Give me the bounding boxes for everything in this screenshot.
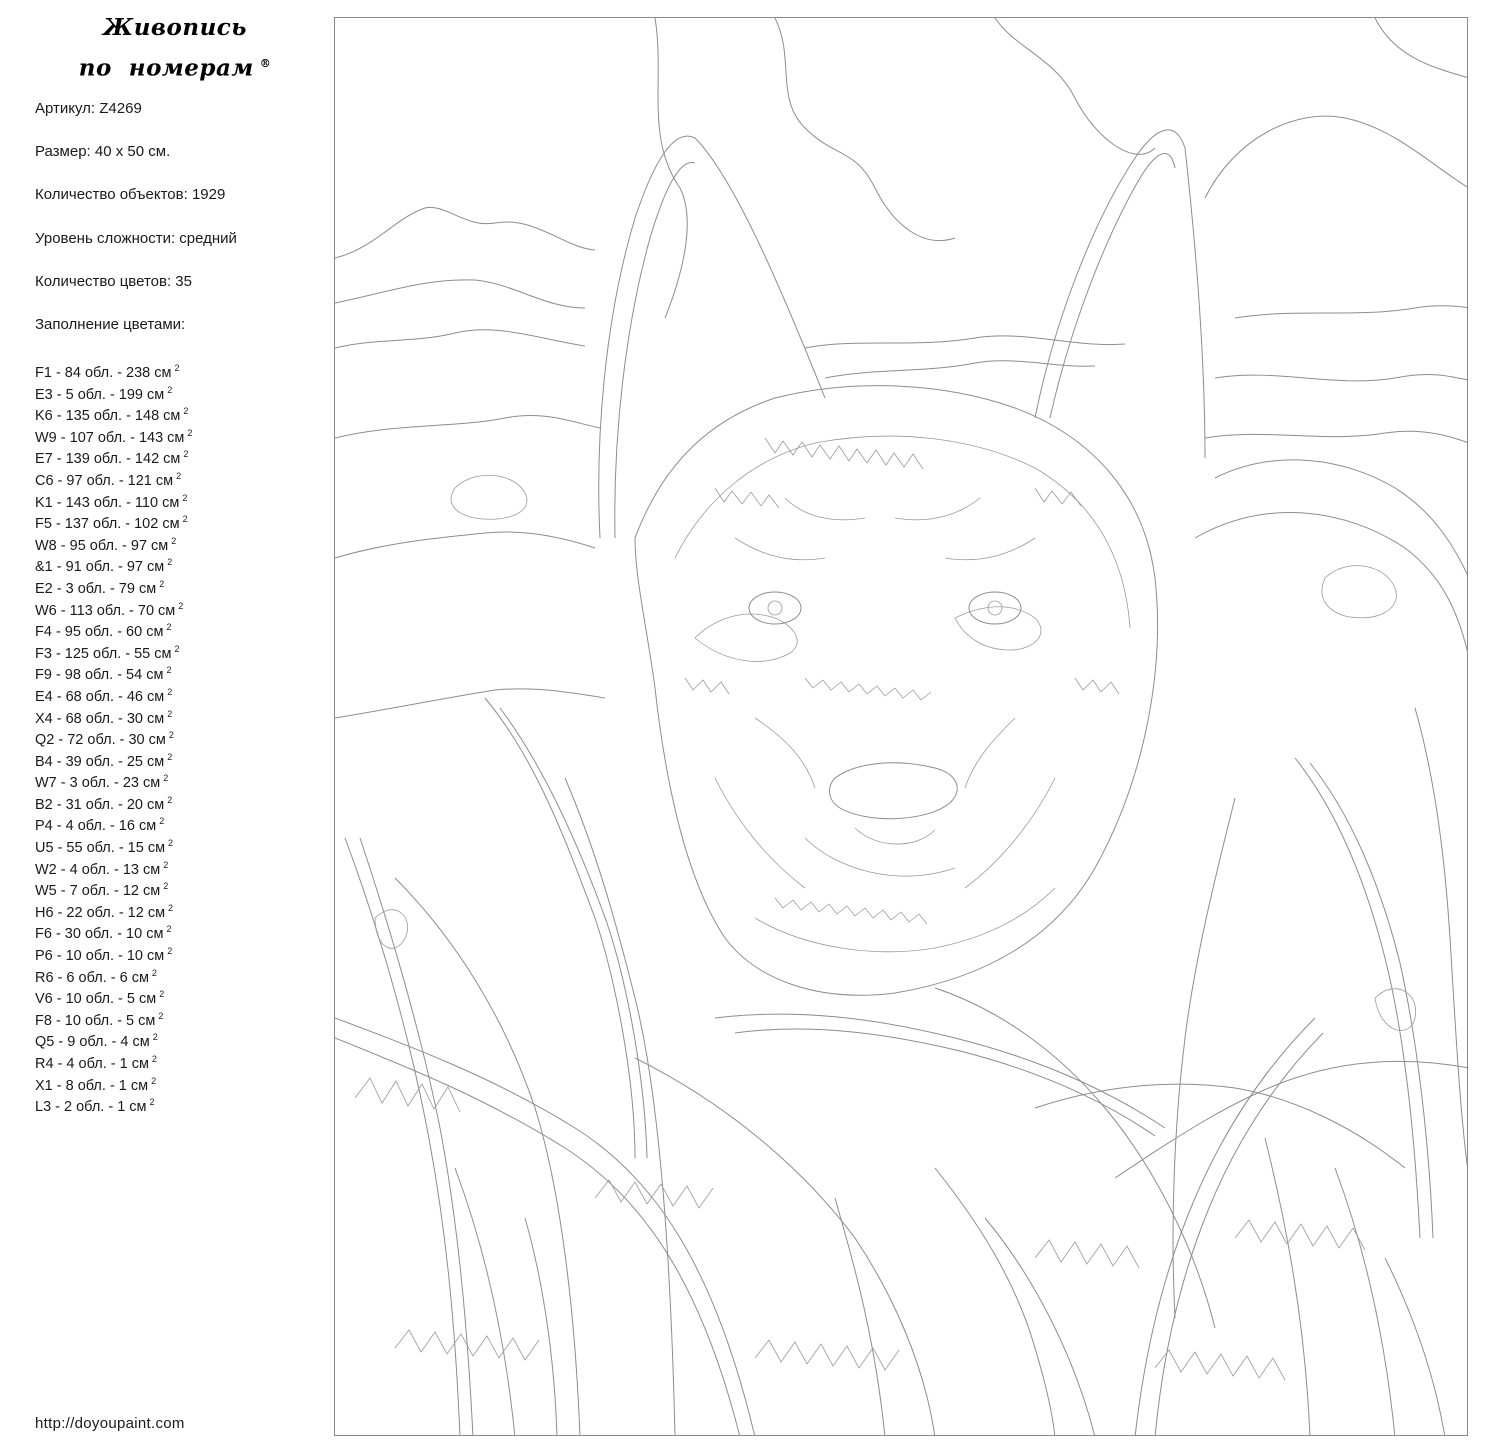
squared-unit: 2 <box>168 902 174 913</box>
squared-unit: 2 <box>174 363 180 373</box>
color-fill-item <box>35 401 192 423</box>
color-fill-text: C6 - 97 обл. - 121 см <box>35 472 174 489</box>
color-fill-item <box>35 1006 192 1028</box>
squared-unit: 2 <box>167 751 173 762</box>
color-fill-item <box>35 833 192 855</box>
colors-count: Количество цветов: 35 <box>35 272 192 290</box>
line-art-dog-in-grass <box>335 18 1468 1436</box>
squared-unit: 2 <box>152 1032 158 1043</box>
color-fill-item <box>35 596 192 618</box>
color-fill-text: W5 - 7 обл. - 12 см <box>35 883 161 900</box>
color-fill-text: W7 - 3 обл. - 23 см <box>35 775 161 792</box>
color-fill-text: Q5 - 9 обл. - 4 см <box>35 1034 150 1051</box>
color-fill-item <box>35 876 192 898</box>
article-number: Артикул: Z4269 <box>35 100 142 117</box>
squared-unit: 2 <box>158 1010 164 1021</box>
color-fill-text: L3 - 2 обл. - 1 см <box>35 1099 147 1116</box>
color-fill-text: B4 - 39 обл. - 25 см <box>35 753 165 770</box>
squared-unit: 2 <box>183 449 189 460</box>
color-fill-text: P4 - 4 обл. - 16 см <box>35 818 157 835</box>
color-fill-text: K1 - 143 обл. - 110 см <box>35 494 180 511</box>
color-fill-text: F3 - 125 обл. - 55 см <box>35 645 172 662</box>
color-fill-item <box>35 1049 192 1071</box>
color-fill-text: Q2 - 72 обл. - 30 см <box>35 732 166 749</box>
brand-line-2 <box>60 46 290 87</box>
squared-unit: 2 <box>167 686 173 697</box>
brand-logo <box>60 10 290 87</box>
squared-unit: 2 <box>151 1054 157 1064</box>
squared-unit: 2 <box>159 578 165 589</box>
color-fill-text: F6 - 30 обл. - 10 см <box>35 926 164 943</box>
squared-unit: 2 <box>168 838 174 849</box>
color-fill-item <box>35 509 192 531</box>
color-fill-item <box>35 768 192 790</box>
color-fill-item <box>35 963 192 985</box>
squared-unit: 2 <box>163 859 169 870</box>
color-fill-text: E7 - 139 обл. - 142 см <box>35 451 181 468</box>
color-fill-text: R6 - 6 обл. - 6 см <box>35 969 149 986</box>
brand-line-1: Живопись <box>103 14 247 41</box>
color-fill-text: E2 - 3 обл. - 79 см <box>35 580 157 597</box>
squared-unit: 2 <box>182 514 188 525</box>
squared-unit: 2 <box>166 622 172 633</box>
color-fill-item <box>35 639 192 661</box>
color-fill-item <box>35 444 192 466</box>
squared-unit: 2 <box>167 946 173 957</box>
color-fill-text: W8 - 95 обл. - 97 см <box>35 537 169 554</box>
squared-unit: 2 <box>187 427 193 438</box>
color-fill-item <box>35 552 192 574</box>
color-fill-item <box>35 380 192 402</box>
squared-unit: 2 <box>182 492 188 503</box>
squared-unit: 2 <box>151 967 157 978</box>
color-fill-item <box>35 919 192 941</box>
color-fill-item <box>35 725 192 747</box>
difficulty-level: Уровень сложности: средний <box>35 229 237 247</box>
color-fill-item <box>35 488 192 510</box>
color-fill-text: K6 - 135 обл. - 148 см <box>35 408 181 425</box>
squared-unit: 2 <box>149 1097 155 1108</box>
color-fill-item <box>35 747 192 769</box>
squared-unit: 2 <box>163 773 169 784</box>
color-fill-item <box>35 898 192 920</box>
squared-unit: 2 <box>167 557 173 568</box>
color-fill-text: U5 - 55 обл. - 15 см <box>35 840 166 857</box>
fill-heading: Заполнение цветами: <box>35 315 186 333</box>
coloring-canvas <box>334 17 1468 1436</box>
color-fill-item <box>35 1092 192 1114</box>
color-fill-text: F8 - 10 обл. - 5 см <box>35 1012 156 1029</box>
squared-unit: 2 <box>183 406 189 417</box>
canvas-size: Размер: 40 х 50 см. <box>35 143 171 161</box>
legend-sidebar <box>0 0 320 1453</box>
color-fill-item <box>35 790 192 812</box>
website-url[interactable]: http://doyoupaint.com <box>35 1415 185 1432</box>
squared-unit: 2 <box>166 924 172 935</box>
color-fill-text: R4 - 4 обл. - 1 см <box>35 1056 149 1072</box>
brand-line-2-text: по номерам <box>78 54 254 82</box>
color-fill-item <box>35 704 192 726</box>
color-fill-item <box>35 466 192 488</box>
squared-unit: 2 <box>178 600 184 611</box>
squared-unit: 2 <box>167 384 173 395</box>
squared-unit: 2 <box>168 730 174 741</box>
color-fill-item <box>35 1027 192 1049</box>
color-fill-item <box>35 941 192 963</box>
color-fill-text: W9 - 107 обл. - 143 см <box>35 429 185 446</box>
color-fill-text: V6 - 10 обл. - 5 см <box>35 991 157 1008</box>
squared-unit: 2 <box>166 665 172 676</box>
color-fill-item <box>35 574 192 596</box>
color-fill-item <box>35 358 192 380</box>
registered-mark: ® <box>259 57 272 70</box>
color-fill-item <box>35 617 192 639</box>
color-fill-item <box>35 811 192 833</box>
color-fill-text: &1 - 91 обл. - 97 см <box>35 559 165 576</box>
color-fill-item <box>35 660 192 682</box>
squared-unit: 2 <box>167 794 173 805</box>
color-fill-text: B2 - 31 обл. - 20 см <box>35 796 165 813</box>
color-fill-list <box>35 358 192 1114</box>
object-count: Количество объектов: 1929 <box>35 186 226 204</box>
color-fill-item <box>35 423 192 445</box>
squared-unit: 2 <box>159 816 165 827</box>
color-fill-text: E3 - 5 обл. - 199 см <box>35 386 165 403</box>
color-fill-text: F4 - 95 обл. - 60 см <box>35 624 164 641</box>
squared-unit: 2 <box>159 989 165 1000</box>
color-fill-item <box>35 531 192 553</box>
color-fill-item <box>35 984 192 1006</box>
product-info <box>35 99 237 358</box>
squared-unit: 2 <box>171 535 177 546</box>
color-fill-text: W2 - 4 обл. - 13 см <box>35 861 161 878</box>
squared-unit: 2 <box>174 643 180 654</box>
squared-unit: 2 <box>151 1075 157 1086</box>
color-fill-text: H6 - 22 обл. - 12 см <box>35 904 166 921</box>
color-fill-text: X4 - 68 обл. - 30 см <box>35 710 165 727</box>
color-fill-text: F1 - 84 обл. - 238 см <box>35 365 172 381</box>
color-fill-text: F5 - 137 обл. - 102 см <box>35 516 180 533</box>
squared-unit: 2 <box>163 881 169 892</box>
squared-unit: 2 <box>176 470 182 481</box>
color-fill-text: W6 - 113 обл. - 70 см <box>35 602 176 619</box>
color-fill-text: X1 - 8 обл. - 1 см <box>35 1077 149 1094</box>
color-fill-text: P6 - 10 обл. - 10 см <box>35 948 165 965</box>
color-fill-text: E4 - 68 обл. - 46 см <box>35 688 165 705</box>
color-fill-item <box>35 1071 192 1093</box>
color-fill-item <box>35 682 192 704</box>
color-fill-item <box>35 855 192 877</box>
squared-unit: 2 <box>167 708 173 719</box>
color-fill-text: F9 - 98 обл. - 54 см <box>35 667 164 684</box>
